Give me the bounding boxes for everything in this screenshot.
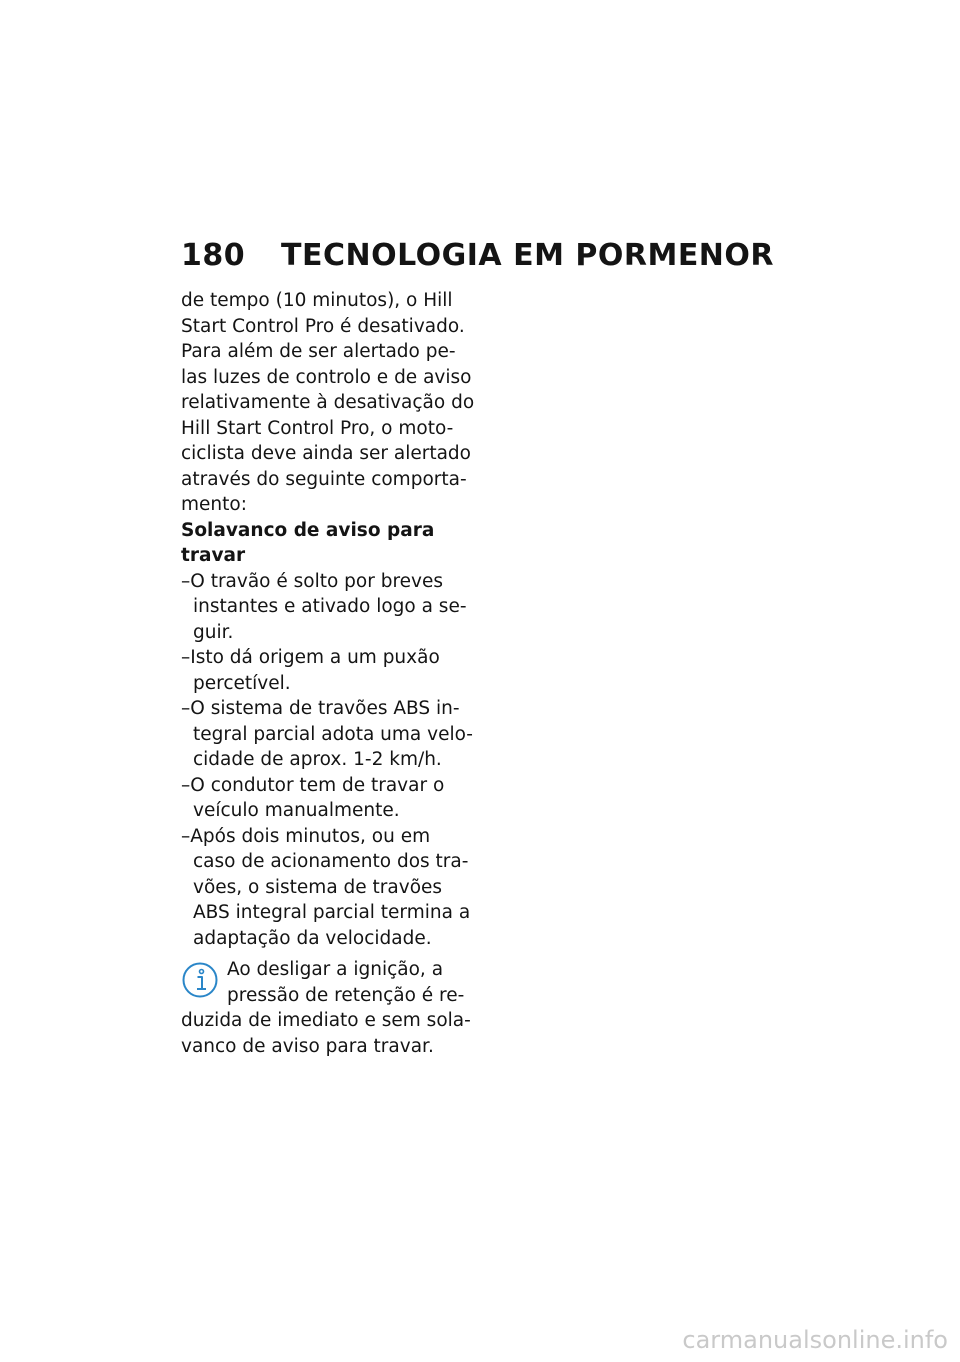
text-line: ciclista deve ainda ser alertado (181, 443, 471, 464)
info-line: pressão de retenção é re- (227, 984, 465, 1006)
list-line: veículo manualmente. (193, 800, 400, 821)
section-title: TECNOLOGIA EM PORMENOR (281, 238, 775, 273)
page-number: 180 (181, 238, 246, 273)
list-line: –O condutor tem de travar o (181, 774, 445, 796)
list-line: guir. (193, 621, 234, 643)
list-line: caso de acionamento dos tra- (193, 851, 469, 872)
list-line: percetível. (193, 672, 291, 694)
info-line: duzida de imediato e sem sola- (181, 1010, 471, 1031)
info-line: vanco de aviso para travar. (181, 1035, 434, 1057)
text-line: las luzes de controlo e de aviso (181, 366, 472, 388)
subheading-line: travar (181, 545, 246, 566)
list-line: –Isto dá origem a um puxão (181, 647, 440, 668)
page-header (181, 238, 775, 273)
list-item (181, 824, 471, 952)
list-line: cidade de aprox. 1-2 km/h. (193, 749, 442, 770)
list-line: vões, o sistema de travões (193, 876, 443, 898)
watermark: carmanualsonline.info (682, 1326, 948, 1354)
list-line: –Após dois minutos, ou em (181, 825, 431, 847)
info-note (181, 957, 471, 1059)
body-paragraph (181, 339, 475, 518)
text-line: relativamente à desativação do (181, 392, 475, 413)
list-item (181, 696, 473, 773)
list-line: ABS integral parcial termina a (193, 902, 471, 923)
list-line: adaptação da velocidade. (193, 927, 432, 949)
list-item (181, 569, 467, 646)
intro-paragraph (181, 288, 465, 339)
subheading (181, 518, 451, 569)
subheading-line: Solavanco de aviso para (181, 519, 435, 541)
list-item (181, 773, 451, 824)
list-line: instantes e ativado logo a se- (193, 596, 467, 617)
text-line: Hill Start Control Pro, o moto- (181, 417, 454, 439)
text-line: Start Control Pro é desativado. (181, 315, 465, 337)
text-line: de tempo (10 minutos), o Hill (181, 290, 453, 311)
list-line: tegral parcial adota uma velo- (193, 723, 473, 745)
list-line: –O travão é solto por breves (181, 570, 444, 592)
info-line: Ao desligar a ignição, a (227, 959, 444, 980)
info-icon (181, 961, 219, 999)
list-line: –O sistema de travões ABS in- (181, 698, 460, 719)
list-item (181, 645, 451, 696)
text-line: mento: (181, 494, 247, 515)
text-line: através do seguinte comporta- (181, 468, 467, 490)
text-line: Para além de ser alertado pe- (181, 341, 456, 362)
text-column (181, 288, 475, 1059)
